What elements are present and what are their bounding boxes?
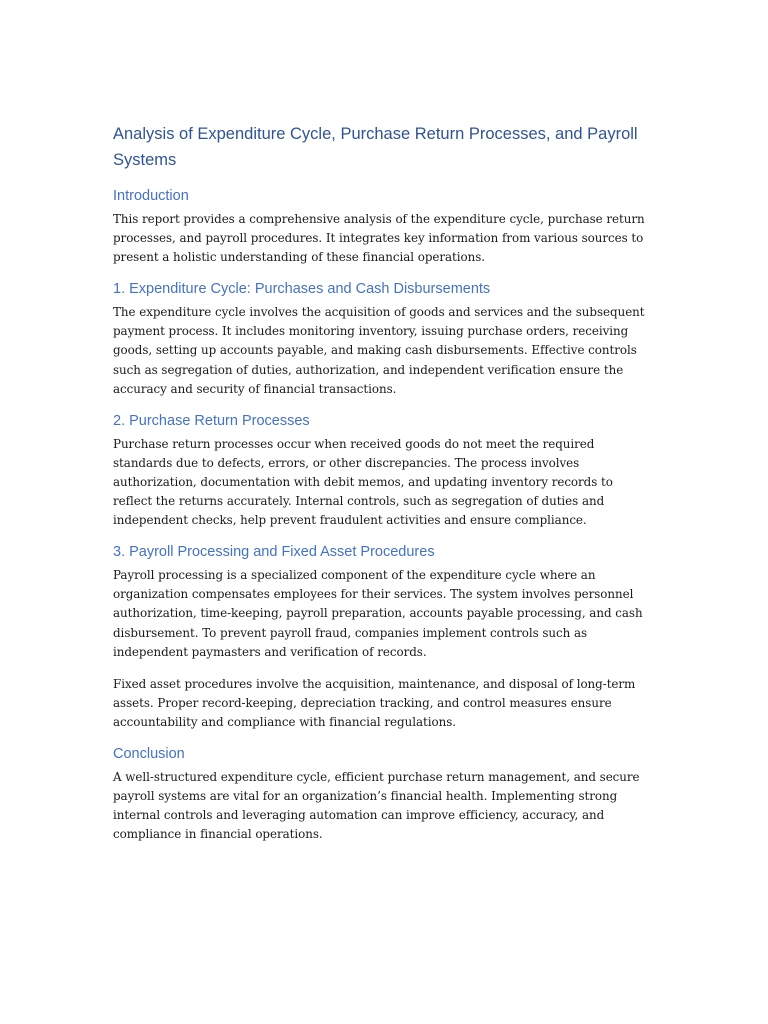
- document-title: Analysis of Expenditure Cycle, Purchase Return Processes, and Payroll Systems: [113, 125, 638, 169]
- section-heading: Introduction: [113, 188, 189, 204]
- section-heading: 3. Payroll Processing and Fixed Asset Procedures: [113, 544, 435, 561]
- section-heading: 2. Purchase Return Processes: [113, 412, 310, 429]
- section-paragraph: Purchase return processes occur when received goods do not meet the required standards due to defects, errors, or other discrepancies. The process involves authorization, documentation with debit memos, and updating inventory records to reflect the returns accurately. Internal controls, such as segregation of duties and independent checks, help prevent fraudulent activities and ensure compliance.: [113, 436, 613, 528]
- section-introduction: [113, 186, 653, 267]
- section-heading: Conclusion: [113, 745, 185, 762]
- section-paragraph: Payroll processing is a specialized component of the expenditure cycle where an organization compensates employees for their services. The system involves personnel authorization, time-keeping, payroll preparation, accounts payable processing, and cash disbursement. To prevent payroll fraud, companies implement controls such as independent paymasters and verification of records.: [113, 568, 643, 659]
- document-page: [113, 121, 653, 856]
- section-paragraph: Fixed asset procedures involve the acquisition, maintenance, and disposal of long-term assets. Proper record-keeping, depreciation tracking, and control measures ensure accountability and compliance with financial regulations.: [113, 676, 636, 729]
- section-payroll-fixed-assets: [113, 542, 653, 732]
- section-paragraph: The expenditure cycle involves the acquisition of goods and services and the subsequent payment process. It includes monitoring inventory, issuing purchase orders, receiving goods, setting up accounts payable, and making cash disbursements. Effective controls such as segregation of duties, authorization, and independent verification ensure the accuracy and security of financial transactions.: [113, 305, 645, 396]
- section-purchase-returns: [113, 411, 653, 530]
- section-expenditure-cycle: [113, 279, 653, 398]
- section-conclusion: [113, 744, 653, 844]
- section-paragraph: A well-structured expenditure cycle, efficient purchase return management, and secure payroll systems are vital for an organization’s financial health. Implementing strong internal controls and leveraging automation can improve efficiency, accuracy, and compliance in financial operations.: [113, 769, 640, 842]
- section-paragraph: This report provides a comprehensive analysis of the expenditure cycle, purchase return processes, and payroll procedures. It integrates key information from various sources to present a holistic understanding of these financial operations.: [113, 212, 645, 265]
- section-heading: 1. Expenditure Cycle: Purchases and Cash Disbursements: [113, 281, 491, 298]
